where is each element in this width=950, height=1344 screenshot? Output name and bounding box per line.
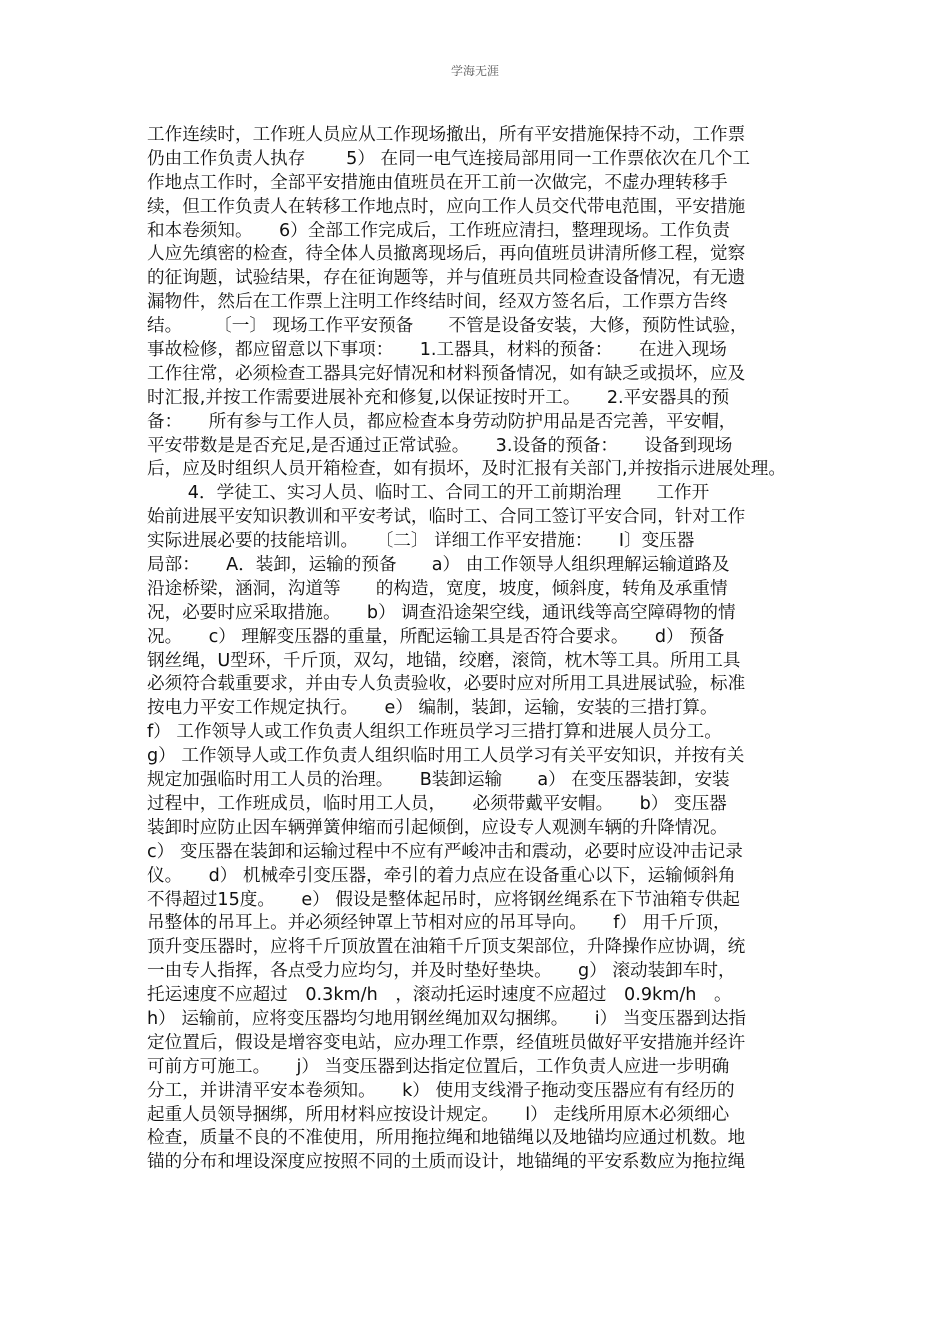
text-line: 和本卷须知。 6）全部工作完成后，工作班应清扫，整理现场。工作负责 — [147, 220, 730, 241]
text-line: 备： 所有参与工作人员，都应检查本身劳动防护用品是否完善，平安帽， — [147, 411, 737, 432]
text-line: 检查，质量不良的不准使用，所用拖拉绳和地锚绳以及地锚均应通过机数。地 — [147, 1128, 746, 1149]
text-line: 按电力平安工作规定执行。 e） 编制，装卸，运输，安装的三措打算。 — [147, 698, 718, 719]
text-line: 况，必要时应采取措施。 b） 调查沿途架空线，通讯线等高空障碍物的情 — [147, 602, 736, 623]
text-line: 况。 c） 理解变压器的重量，所配运输工具是否符合要求。 d） 预备 — [147, 626, 725, 647]
text-line: 作地点工作时，全部平安措施由值班员在开工前一次做完，不虚办理转移手 — [147, 172, 728, 193]
text-line: 必须符合载重要求，并由专人负责验收，必要时应对所用工具进展试验，标准 — [147, 674, 746, 695]
text-line: 钢丝绳，U型环，千斤顶，双勾，地锚，绞磨，滚筒，枕木等工具。所用工具 — [147, 650, 741, 671]
text-line: 后，应及时组织人员开箱检查，如有损坏，及时汇报有关部门,并按指示进展处理。 — [147, 459, 786, 480]
text-line: 始前进展平安知识教训和平安考试，临时工、合同工签订平安合同，针对工作 — [147, 507, 746, 528]
text-line: 锚的分布和埋设深度应按照不同的土质而设计，地锚绳的平安系数应为拖拉绳 — [147, 1152, 746, 1173]
text-line: 沿途桥梁，涵洞，沟道等 的构造，宽度，坡度，倾斜度，转角及承重情 — [147, 578, 728, 599]
text-line: 分工，并讲清平安本卷须知。 k） 使用支线滑子拖动变压器应有有经历的 — [147, 1080, 735, 1101]
text-line: g） 工作领导人或工作负责人组织临时用工人员学习有关平安知识，并按有关 — [147, 746, 745, 767]
text-line: 可前方可施工。 j） 当变压器到达指定位置后，工作负责人应进一步明确 — [147, 1056, 730, 1077]
text-line: 过程中，工作班成员，临时用工人员， 必须带戴平安帽。 b） 变压器 — [147, 793, 727, 814]
text-line: c） 变压器在装卸和运输过程中不应有严峻冲击和震动，必要时应设冲击记录 — [147, 841, 743, 862]
text-line: 仪。 d） 机械牵引变压器，牵引的着力点应在设备重心以下，运输倾斜角 — [147, 865, 736, 886]
text-line: f） 工作领导人或工作负责人组织工作班员学习三措打算和进展人员分工。 — [147, 722, 722, 743]
text-line: 工作往常，必须检查工器具完好情况和材料预备情况，如有缺乏或损坏，应及 — [147, 363, 746, 384]
text-line: 实际进展必要的技能培训。 〔二〕 详细工作平安措施： Ⅰ〕变压器 — [147, 531, 695, 552]
text-line: 事故检修，都应留意以下事项： 1.工器具，材料的预备： 在进入现场 — [147, 340, 727, 361]
text-line: 平安带数是是否充足,是否通过正常试验。 3.设备的预备： 设备到现场 — [147, 435, 733, 456]
text-line: 漏物件，然后在工作票上注明工作终结时间，经双方签名后，工作票方告终 — [147, 292, 728, 313]
text-line: 仍由工作负责人执存 5） 在同一电气连接局部用同一工作票依次在几个工 — [147, 148, 750, 169]
text-line: 的征询题，试验结果，存在征询题等，并与值班员共同检查设备情况，有无遗 — [147, 268, 746, 289]
text-line: 结。 〔一〕 现场工作平安预备 不管是设备安装，大修，预防性试验， — [147, 316, 748, 337]
text-line: 顶升变压器时，应将千斤顶放置在油箱千斤顶支架部位，升降操作应协调，统 — [147, 937, 746, 958]
text-line: 时汇报,并按工作需要进展补充和修复,以保证按时开工。 2.平安器具的预 — [147, 387, 730, 408]
text-line: 吊整体的吊耳上。并必须经钟罩上节相对应的吊耳导向。 f） 用千斤顶， — [147, 913, 731, 934]
text-line: 托运速度不应超过 0.3km/h ，滚动托运时速度不应超过 0.9km/h 。 — [147, 985, 732, 1006]
text-line: 一由专人指挥，各点受力应均匀，并及时垫好垫块。 g） 滚动装卸车时， — [147, 961, 736, 982]
text-line: 局部： A．装卸，运输的预备 a） 由工作领导人组织理解运输道路及 — [147, 555, 730, 576]
text-line: 工作连续时，工作班人员应从工作现场撤出，所有平安措施保持不动，工作票 — [147, 125, 746, 145]
text-line: 不得超过15度。 e） 假设是整体起吊时，应将钢丝绳系在下节油箱专供起 — [147, 889, 741, 910]
document-body — [147, 124, 807, 1175]
text-line: 人应先缜密的检查，待全体人员撤离现场后，再向值班员讲清所修工程，觉察 — [147, 244, 746, 265]
text-line: 规定加强临时用工人员的治理。 B装卸运输 a） 在变压器装卸，安装 — [147, 770, 730, 791]
text-line: 装卸时应防止因车辆弹簧伸缩而引起倾倒，应设专人观测车辆的升降情况。 — [147, 817, 728, 838]
page-header: 学海无涯 — [450, 64, 499, 78]
text-line: h） 运输前，应将变压器均匀地用钢丝绳加双勾捆绑。 i） 当变压器到达指 — [147, 1008, 747, 1029]
text-line: 续，但工作负责人在转移工作地点时，应向工作人员交代带电范围，平安措施 — [147, 196, 746, 217]
text-line: 4．学徒工、实习人员、临时工、合同工的开工前期治理 工作开 — [147, 483, 710, 504]
text-line: 起重人员领导捆绑，所用材料应按设计规定。 l） 走线所用原木必须细心 — [147, 1104, 730, 1125]
text-line: 定位置后，假设是增容变电站，应办理工作票，经值班员做好平安措施并经许 — [147, 1032, 746, 1053]
